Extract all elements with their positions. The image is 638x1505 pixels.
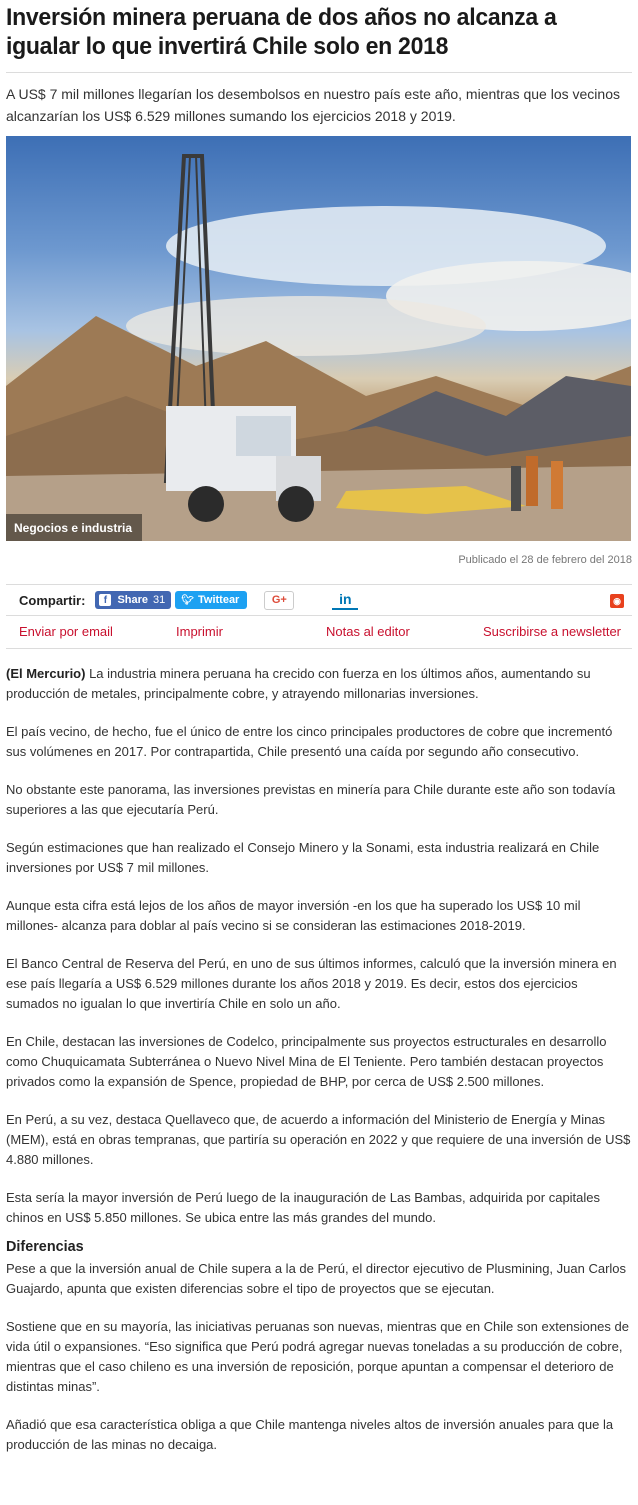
linkedin-share-button[interactable]: in xyxy=(332,591,358,610)
image-caption: Negocios e industria xyxy=(6,514,142,541)
twitter-bird-icon: 🐦︎ xyxy=(181,594,194,606)
facebook-share-count: 31 xyxy=(153,594,166,606)
facebook-share-button[interactable] xyxy=(95,591,171,609)
share-label: Compartir: xyxy=(19,592,86,608)
paragraph: Según estimaciones que han realizado el Consejo Minero y la Sonami, esta industria realizará en Chile inversiones por US$ 7 mil millones. xyxy=(6,840,600,875)
paragraph: Pese a que la inversión anual de Chile supera a la de Perú, el director ejecutivo de Plusmining, Juan Carlos Guajardo, apunta que existen diferencias sobre el tipo de proyectos que se ejecutan. xyxy=(6,1261,627,1296)
rss-icon[interactable]: ◉ xyxy=(610,594,624,608)
newsletter-link[interactable]: Suscribirse a newsletter xyxy=(483,623,621,639)
divider xyxy=(6,648,632,649)
paragraph: Aunque esta cifra está lejos de los años de mayor inversión -en los que ha superado los US$ 10 mil millones- alcanza para doblar al país vecino si se consideran las estimaciones 2018-2019. xyxy=(6,898,581,933)
paragraph: No obstante este panorama, las inversiones previstas en minería para Chile durante este año son todavía superiores a las que ejecutaría Perú. xyxy=(6,782,616,817)
facebook-share-label: Share xyxy=(117,594,149,606)
mining-drill-photo xyxy=(6,136,631,541)
paragraph: En Chile, destacan las inversiones de Codelco, principalmente sus proyectos estructurales en desarrollo como Chuquicamata Subterránea o Nuevo Nivel Mina de El Teniente. Pero también destacan proyectos privados como la expansión de Spence, propiedad de BHP, por cerca de US$ 2.500 millones. xyxy=(6,1034,607,1089)
article-lead: A US$ 7 mil millones llegarían los desembolsos en nuestro país este año, mientras que los vecinos alcanzarían los US$ 6.529 millones sumando los ejercicios 2018 y 2019. xyxy=(6,86,620,124)
hero-image xyxy=(6,136,631,541)
paragraph: En Perú, a su vez, destaca Quellaveco que, de acuerdo a información del Ministerio de Energía y Minas (MEM), está en obras tempranas, que partiría su operación en 2022 y que requiere de una inversión de US$ 4.880 millones. xyxy=(6,1112,631,1167)
twitter-share-button[interactable] xyxy=(175,591,247,609)
article-title: Inversión minera peruana de dos años no alcanza a igualar lo que invertirá Chile solo en 2018 xyxy=(6,4,557,60)
paragraph: Sostiene que en su mayoría, las iniciativas peruanas son nuevas, mientras que en Chile son extensiones de vida útil o expansiones. “Eso significa que Perú podrá agregar nuevas toneladas a su producción de cobre, mientras que el caso chileno es una inversión de reposición, porque apuntan a compensar el deterioro de distintas minas”. xyxy=(6,1319,629,1394)
paragraph: Añadió que esa característica obliga a que Chile mantenga niveles altos de inversión anuales para que la producción de las minas no decaiga. xyxy=(6,1417,614,1452)
source-label: (El Mercurio) xyxy=(6,666,86,681)
article xyxy=(6,3,632,1455)
paragraph: (El Mercurio) La industria minera peruana ha crecido con fuerza en los últimos años, aumentando su producción de metales, principalmente cobre, y atrayendo millonarias inversiones. xyxy=(6,666,591,701)
google-plus-share-button[interactable]: G+ xyxy=(264,591,294,610)
article-actions xyxy=(6,616,632,646)
publish-date: Publicado el 28 de febrero del 2018 xyxy=(458,554,632,566)
editor-notes-link[interactable]: Notas al editor xyxy=(326,623,410,639)
paragraph: El Banco Central de Reserva del Perú, en uno de sus últimos informes, calculó que la inversión minera en ese país llegaría a US$ 6.529 millones durante los años 2018 y 2019. Es decir, estos dos ejercicios sumados no igualan lo que invertiría Chile en solo un año. xyxy=(6,956,617,1011)
divider xyxy=(6,72,632,73)
print-link[interactable]: Imprimir xyxy=(176,623,223,639)
facebook-icon: f xyxy=(99,594,111,606)
section-heading: Diferencias xyxy=(6,1238,84,1255)
paragraph: Esta sería la mayor inversión de Perú luego de la inauguración de Las Bambas, adquirida por capitales chinos en US$ 5.850 millones. Se ubica entre las más grandes del mundo. xyxy=(6,1190,601,1225)
paragraph: El país vecino, de hecho, fue el único de entre los cinco principales productores de cobre que incrementó sus volúmenes en 2017. Por contrapartida, Chile presentó una caída por segundo año consecutivo. xyxy=(6,724,613,759)
email-link[interactable]: Enviar por email xyxy=(19,623,113,639)
twitter-share-label: Twittear xyxy=(197,594,240,606)
article-body xyxy=(6,664,632,1455)
share-bar xyxy=(6,585,632,615)
